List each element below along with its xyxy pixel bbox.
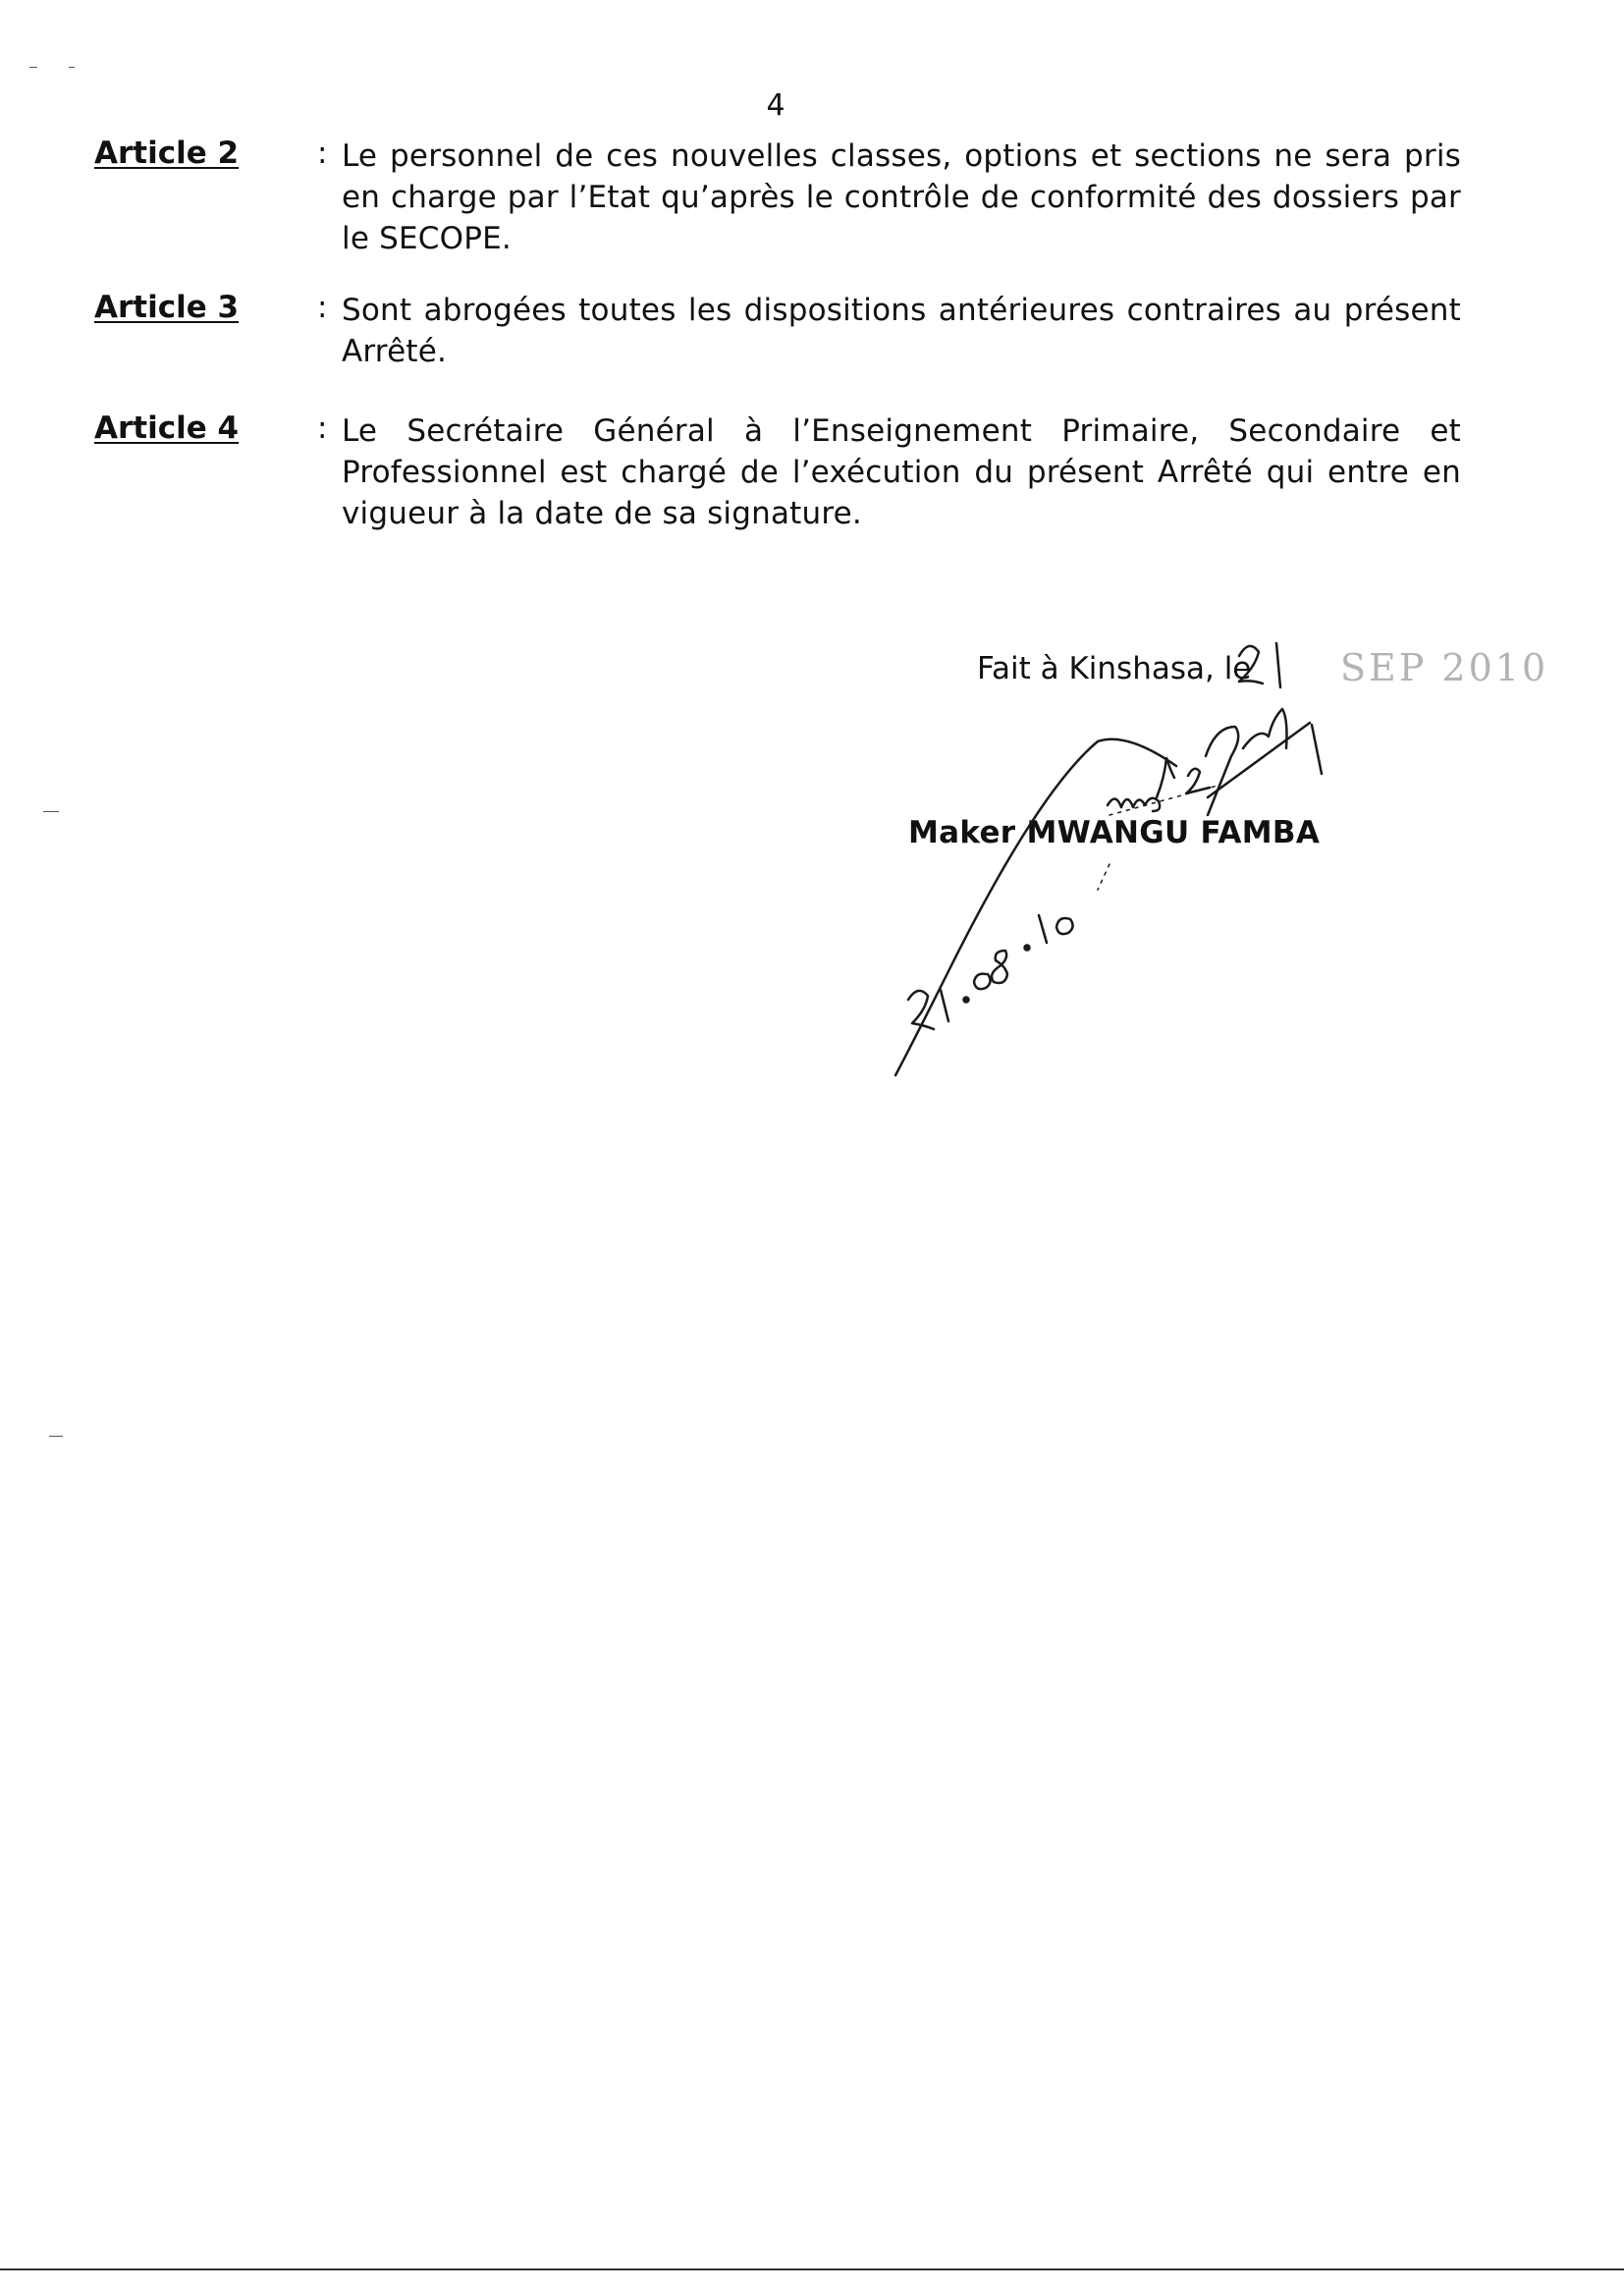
scan-mark (29, 67, 37, 68)
article-colon: : (317, 136, 328, 171)
article-colon: : (317, 410, 328, 446)
article-label: Article 2 (94, 136, 240, 171)
page-bottom-rule (0, 2268, 1624, 2270)
scan-mark (69, 67, 75, 68)
scan-mark (49, 1436, 63, 1437)
date-stamp: SEP 2010 (1340, 646, 1549, 689)
article-colon: : (317, 290, 328, 325)
article-text: Le Secrétaire Général à l’Enseignement Primaire, Secondaire et Professionnel est chargé de l’exécution du présent Arrêté qui entre en vigueur à la date de sa signature. (342, 413, 1461, 531)
scan-mark (43, 811, 59, 812)
article-text: Le personnel de ces nouvelles classes, options et sections ne sera pris en charge par l’Etat qu’après le contrôle de conformité des dossiers par le SECOPE. (342, 138, 1461, 256)
place-date: Fait à Kinshasa, le (977, 651, 1252, 686)
page-number: 4 (766, 88, 785, 123)
article-label: Article 3 (94, 290, 240, 325)
article-text: Sont abrogées toutes les dispositions antérieures contraires au présent Arrêté. (342, 293, 1461, 369)
article-label: Article 4 (94, 410, 240, 446)
signatory-name: Maker MWANGU FAMBA (908, 815, 1321, 850)
